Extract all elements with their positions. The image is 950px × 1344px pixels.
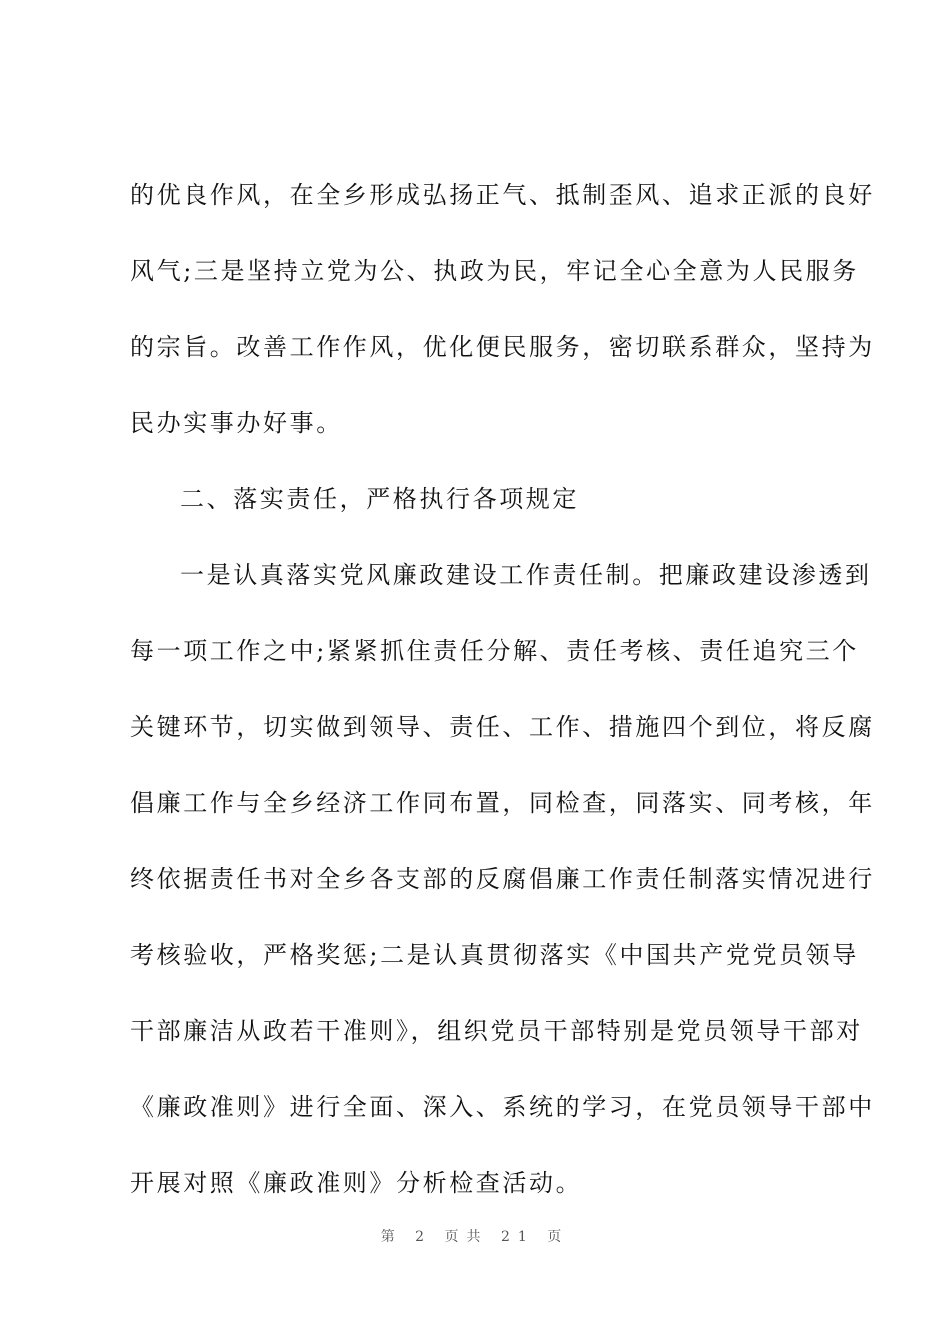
text-line-4: 民办实事办好事。	[130, 409, 343, 437]
text-line-10: 终依据责任书对全乡各支部的反腐倡廉工作责任制落实情况进行	[130, 865, 875, 893]
text-line-7: 每一项工作之中;紧紧抓住责任分解、责任考核、责任追究三个	[130, 637, 859, 665]
body-text	[130, 164, 875, 1228]
text-line-3: 的宗旨。改善工作作风，优化便民服务，密切联系群众，坚持为	[130, 333, 875, 361]
section-heading: 二、落实责任，严格执行各项规定	[180, 485, 579, 513]
page-number-footer: 第 2 页共 21 页	[380, 1229, 570, 1245]
text-line-2: 风气;三是坚持立党为公、执政为民，牢记全心全意为人民服务	[130, 257, 859, 285]
text-line-9: 倡廉工作与全乡经济工作同布置，同检查，同落实、同考核，年	[130, 789, 875, 817]
text-line-11: 考核验收，严格奖惩;二是认真贯彻落实《中国共产党党员领导	[130, 941, 859, 969]
text-line-14: 开展对照《廉政准则》分析检查活动。	[130, 1169, 583, 1197]
text-line-12: 干部廉洁从政若干准则》，组织党员干部特别是党员领导干部对	[130, 1017, 863, 1045]
text-line-6: 一是认真落实党风廉政建设工作责任制。把廉政建设渗透到	[180, 561, 872, 589]
text-line-1: 的优良作风，在全乡形成弘扬正气、抵制歪风、追求正派的良好	[130, 181, 875, 209]
text-line-8: 关键环节，切实做到领导、责任、工作、措施四个到位，将反腐	[130, 713, 875, 741]
text-line-13: 《廉政准则》进行全面、深入、系统的学习，在党员领导干部中	[130, 1093, 875, 1121]
